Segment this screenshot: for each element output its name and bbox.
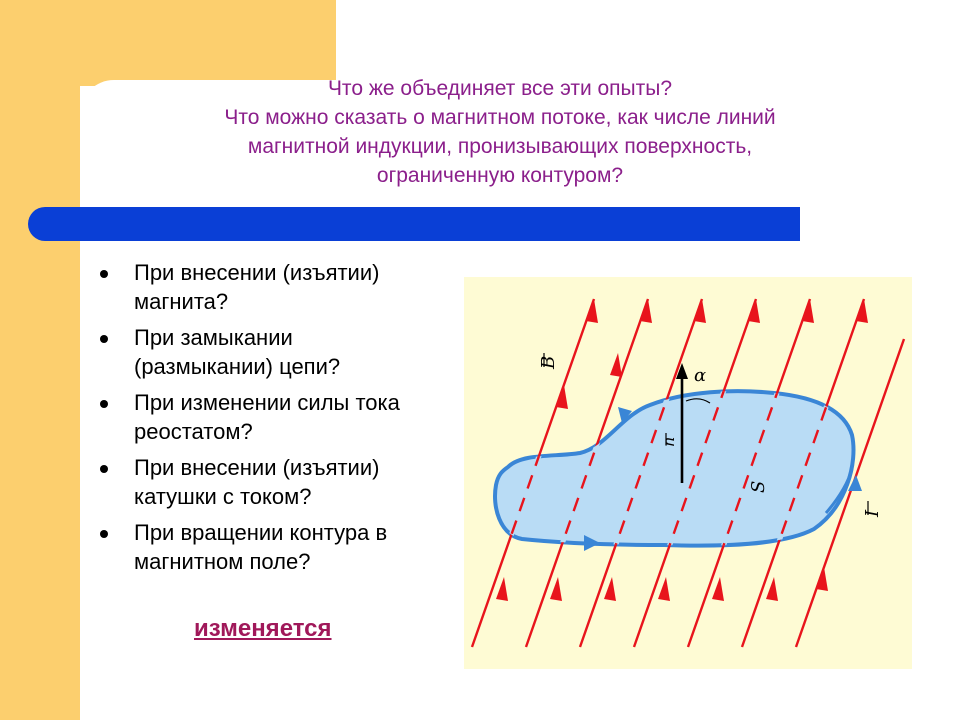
label-S: S — [748, 480, 769, 493]
bullet-dot-icon — [100, 465, 108, 473]
bullet-dot-icon — [100, 270, 108, 278]
contour-surface — [495, 391, 853, 545]
bullet-item: При изменении силы тока реостатом? — [98, 388, 468, 446]
question-line-3: магнитной индукции, пронизывающих поверхность, — [247, 135, 753, 158]
question-line-2: Что можно сказать о магнитном потоке, как числе линий — [224, 106, 776, 129]
flux-diagram — [464, 277, 912, 669]
question-line-4: ограниченную контуром? — [376, 164, 624, 187]
label-I: I — [862, 509, 883, 517]
question-line-1: Что же объединяет все эти опыты? — [327, 77, 673, 100]
magnetic-flux-figure — [464, 277, 912, 669]
bullet-item: При вращении контура в магнитном поле? — [98, 518, 468, 576]
bullet-dot-icon — [100, 335, 108, 343]
accent-bar — [28, 207, 800, 241]
bullet-dot-icon — [100, 530, 108, 538]
bullet-list — [98, 258, 468, 583]
bullet-item: При замыкании (размыкании) цепи? — [98, 323, 468, 381]
bullet-item: При внесении (изъятии) катушки с током? — [98, 453, 468, 511]
answer-link[interactable]: изменяется — [194, 615, 332, 642]
label-n: n — [659, 436, 678, 447]
bullet-item: При внесении (изъятии) магнита? — [98, 258, 468, 316]
question-text — [100, 74, 900, 190]
label-B: B — [538, 355, 559, 369]
bullet-dot-icon — [100, 400, 108, 408]
label-alpha: α — [694, 365, 707, 386]
side-decoration — [0, 0, 80, 720]
